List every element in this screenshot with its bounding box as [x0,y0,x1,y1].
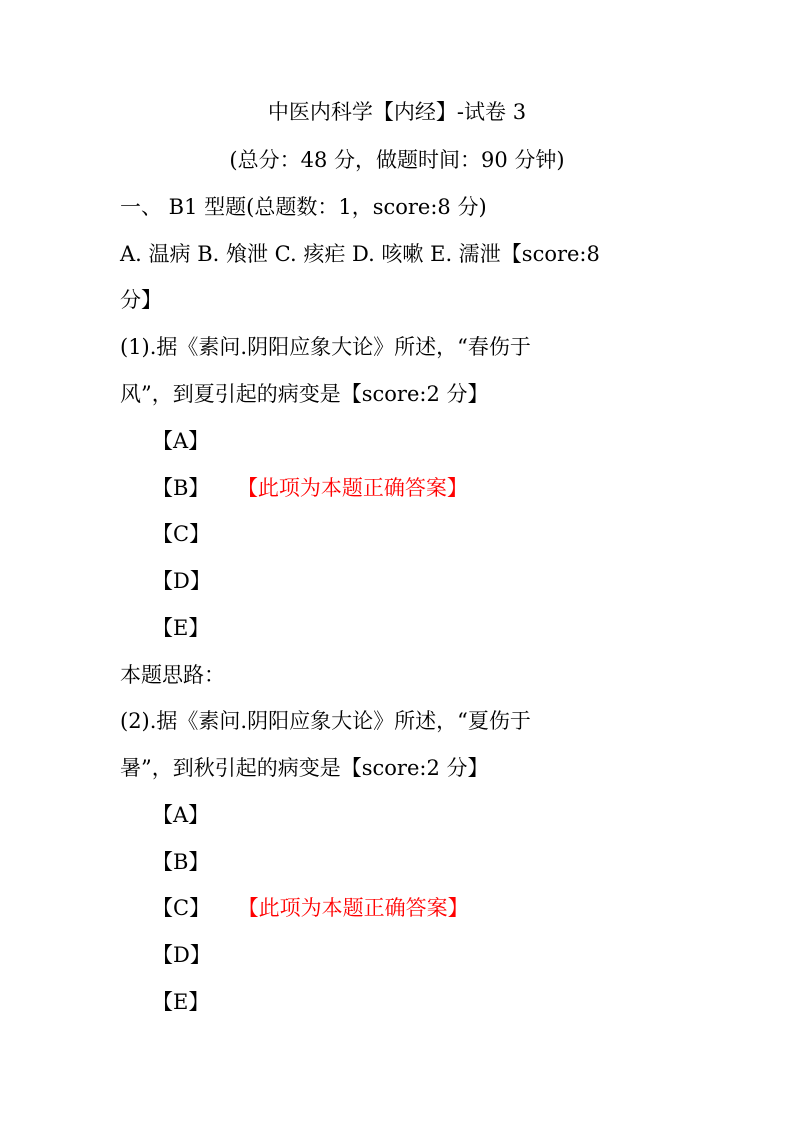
question-2-choice-c [152,894,469,922]
choice-label: 【D】 [152,943,211,967]
question-1-stem-line-1: (1).据《素问.阴阳应象大论》所述，“春伤于 [120,335,531,359]
page-title: 中医内科学【内经】-试卷 3 [267,100,527,124]
choice-label: 【C】 [152,522,211,546]
choice-label: 【A】 [152,803,210,827]
question-1-choice-d [152,567,211,595]
shared-options-line-2: 分】 [120,288,162,312]
choice-label: 【E】 [152,990,210,1014]
choice-label: 【D】 [152,569,211,593]
shared-options-line-1: A. 温病 B. 飧泄 C. 痎疟 D. 咳嗽 E. 濡泄【score:8 [120,242,600,266]
page-subtitle: (总分：48 分，做题时间：90 分钟) [229,148,565,172]
question-1-choice-c [152,520,210,548]
choice-label: 【B】 [152,476,210,500]
question-2-choice-d [152,941,211,969]
question-2-stem-line-2: 暑”，到秋引起的病变是【score:2 分】 [120,756,489,780]
question-1-choice-e [152,614,209,642]
question-1-analysis-label: 本题思路： [120,663,225,687]
choice-label: 【B】 [152,850,210,874]
question-2-choice-b [152,848,209,876]
question-2-choice-a [152,801,209,829]
choice-label: 【A】 [152,429,210,453]
choice-label: 【C】 [152,896,211,920]
section-heading: 一、 B1 型题(总题数：1，score:8 分) [120,195,487,219]
choice-label: 【E】 [152,616,210,640]
question-1-choice-a [152,427,209,455]
question-1-choice-b [152,474,468,502]
correct-answer-mark: 【此项为本题正确答案】 [248,896,469,920]
question-1-stem-line-2: 风”，到夏引起的病变是【score:2 分】 [120,382,489,406]
question-2-stem-line-1: (2).据《素问.阴阳应象大论》所述，“夏伤于 [120,709,531,733]
correct-answer-mark: 【此项为本题正确答案】 [247,476,468,500]
question-2-choice-e [152,988,209,1016]
